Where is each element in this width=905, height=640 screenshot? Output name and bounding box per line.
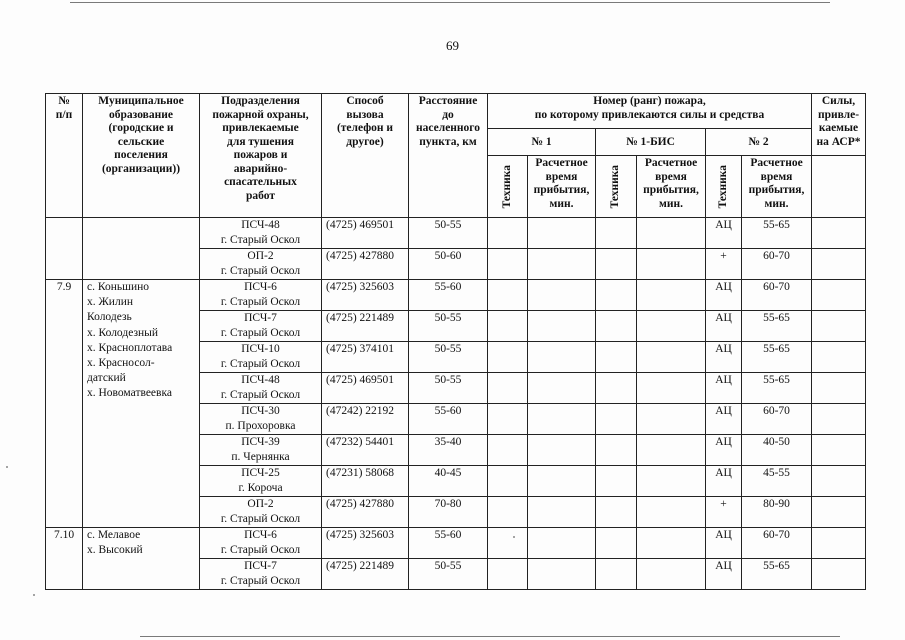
unit-location: г. Старый Оскол [220,234,301,246]
unit-cell [200,528,322,559]
row-number: 7.10 [46,528,83,590]
unit-name: ПСЧ-6 [244,529,277,541]
municipality-line: с. Коньшино [87,281,150,293]
unit-cell [200,249,322,280]
rank1-equipment-cell [488,404,528,435]
phone-cell: (4725) 325603 [322,280,409,311]
rank1-equipment-cell [488,466,528,497]
rank1bis-time-cell [637,280,706,311]
header-equipment-1: Техника [488,156,528,218]
rank2-time-cell: 60-70 [742,404,812,435]
rank1bis-equipment-cell [596,466,637,497]
unit-location: г. Старый Оскол [220,575,301,587]
municipality-cell [83,528,200,590]
fire-response-table [45,93,866,590]
municipality-cell [83,218,200,280]
rank1-time-cell [528,311,596,342]
rank1bis-equipment-cell [596,311,637,342]
asr-cell [812,218,866,249]
municipality-line: х. Жилин [87,296,134,309]
header-row [46,94,866,129]
unit-location: г. Старый Оскол [220,296,301,308]
rank2-time-cell: 55-65 [742,373,812,404]
municipality-line: х. Красноплотава [87,341,173,354]
asr-cell [812,404,866,435]
unit-cell [200,218,322,249]
rank1-equipment-cell [488,435,528,466]
phone-cell: (4725) 427880 [322,497,409,528]
municipality-line: Колодезь [87,311,132,324]
page-number: 69 [446,38,459,53]
rank1-time-cell [528,435,596,466]
header-municipality: Муниципальное образование (городские и сельские поселения (организации)) [83,94,200,218]
distance-cell: 50-55 [409,342,488,373]
asr-cell [812,373,866,404]
rank1-time-cell [528,280,596,311]
rank2-equipment-cell: АЦ [706,280,742,311]
header-arrival-1bis: Расчетное время прибытия, мин. [637,156,706,218]
unit-location: г. Старый Оскол [220,358,301,370]
rank2-time-cell: 40-50 [742,435,812,466]
rank1-time-cell [528,559,596,590]
unit-cell [200,497,322,528]
rank1-equipment-cell [488,497,528,528]
rank1-time-cell [528,528,596,559]
rank2-time-cell: 55-65 [742,342,812,373]
unit-cell [200,435,322,466]
header-rank: Номер (ранг) пожара, по которому привлекаются силы и средства [488,94,812,129]
rank1-time-cell [528,404,596,435]
asr-cell [812,311,866,342]
asr-cell [812,559,866,590]
unit-name: ПСЧ-48 [241,374,280,386]
distance-cell: 55-60 [409,528,488,559]
rank2-equipment-cell: + [706,249,742,280]
rank2-time-cell: 55-65 [742,218,812,249]
rank1-time-cell [528,342,596,373]
asr-cell [812,435,866,466]
unit-name: ОП-2 [247,498,274,510]
rank1bis-equipment-cell [596,218,637,249]
unit-cell [200,280,322,311]
header-equipment-1bis: Техника [596,156,637,218]
rank2-equipment-cell: АЦ [706,342,742,373]
phone-cell: (4725) 325603 [322,528,409,559]
rank2-equipment-cell: АЦ [706,528,742,559]
distance-cell: 40-45 [409,466,488,497]
table-row [46,528,866,559]
distance-cell: 50-60 [409,249,488,280]
unit-location: п. Прохоровка [225,420,296,432]
header-units: Подразделения пожарной охраны, привлекаемые для тушения пожаров и аварийно- спасательных работ [200,94,322,218]
rank1bis-equipment-cell [596,249,637,280]
phone-cell: (4725) 469501 [322,218,409,249]
municipality-line: х. Новоматвеевка [87,387,172,400]
unit-location: г. Старый Оскол [220,544,301,556]
rank2-time-cell: 60-70 [742,249,812,280]
rank2-equipment-cell: АЦ [706,559,742,590]
rank2-equipment-cell: АЦ [706,404,742,435]
rank2-time-cell: 55-65 [742,559,812,590]
phone-cell: (4725) 374101 [322,342,409,373]
phone-cell: (4725) 221489 [322,311,409,342]
distance-cell: 35-40 [409,435,488,466]
municipality-line: х. Высокий [87,544,143,557]
rank1bis-equipment-cell [596,342,637,373]
rank1bis-time-cell [637,435,706,466]
rank1bis-equipment-cell [596,528,637,559]
header-arrival-2: Расчетное время прибытия, мин. [742,156,812,218]
header-asr: Силы, привле- каемые на АСР* [812,94,866,156]
rank2-equipment-cell: АЦ [706,466,742,497]
rank1-time-cell [528,373,596,404]
asr-cell [812,497,866,528]
distance-cell: 70-80 [409,497,488,528]
scan-speck [33,594,35,596]
rank1bis-time-cell [637,218,706,249]
rank1-equipment-cell [488,218,528,249]
phone-cell: (47242) 22192 [322,404,409,435]
rank1bis-time-cell [637,249,706,280]
header-rank-2: № 2 [706,129,812,156]
rank1bis-time-cell [637,466,706,497]
rank1-equipment-cell [488,373,528,404]
rank2-time-cell: 45-55 [742,466,812,497]
rank1bis-equipment-cell [596,435,637,466]
row-number: 7.9 [46,280,83,528]
unit-name: ПСЧ-10 [241,343,280,355]
header-arrival-1: Расчетное время прибытия, мин. [528,156,596,218]
scan-speck [6,466,8,468]
municipality-line: с. Мелавое [87,529,141,541]
phone-cell: (47232) 54401 [322,435,409,466]
rank1-equipment-cell [488,249,528,280]
header-distance: Расстояние до населенного пункта, км [409,94,488,218]
unit-cell [200,404,322,435]
rank1-time-cell [528,218,596,249]
rank1-equipment-cell [488,559,528,590]
distance-cell: 50-55 [409,311,488,342]
asr-cell [812,280,866,311]
municipality-line: х. Красносол- [87,357,155,370]
rank1bis-time-cell [637,342,706,373]
unit-cell [200,342,322,373]
unit-name: ПСЧ-48 [241,219,280,231]
rank2-equipment-cell: АЦ [706,311,742,342]
rank1bis-time-cell [637,528,706,559]
unit-location: г. Короча [238,482,283,494]
phone-cell: (4725) 469501 [322,373,409,404]
rank1bis-equipment-cell [596,373,637,404]
distance-cell: 55-60 [409,404,488,435]
municipality-cell [83,280,200,528]
phone-cell: (4725) 427880 [322,249,409,280]
asr-cell [812,249,866,280]
unit-location: г. Старый Оскол [220,389,301,401]
unit-name: ПСЧ-25 [241,467,280,479]
rank2-time-cell: 60-70 [742,528,812,559]
rank1bis-time-cell [637,404,706,435]
header-asr-empty [812,156,866,218]
unit-name: ПСЧ-30 [241,405,280,417]
scan-edge-bottom [140,636,840,637]
rank1bis-equipment-cell [596,497,637,528]
rank2-time-cell: 55-65 [742,311,812,342]
unit-name: ПСЧ-39 [241,436,280,448]
table-row [46,218,866,249]
rank2-time-cell: 60-70 [742,280,812,311]
header-rank-1bis: № 1-БИС [596,129,706,156]
unit-cell [200,559,322,590]
header-equipment-2: Техника [706,156,742,218]
unit-location: п. Чернянка [231,451,290,463]
header-call-method: Способ вызова (телефон и другое) [322,94,409,218]
rank1bis-equipment-cell [596,404,637,435]
phone-cell: (47231) 58068 [322,466,409,497]
rank1-equipment-cell [488,280,528,311]
unit-name: ОП-2 [247,250,274,262]
distance-cell: 55-60 [409,280,488,311]
rank1-equipment-cell [488,528,528,559]
unit-name: ПСЧ-6 [244,281,277,293]
rank2-time-cell: 80-90 [742,497,812,528]
rank2-equipment-cell: + [706,497,742,528]
unit-name: ПСЧ-7 [244,312,277,324]
unit-cell [200,466,322,497]
asr-cell [812,466,866,497]
scan-edge-top [70,2,830,3]
distance-cell: 50-55 [409,218,488,249]
asr-cell [812,342,866,373]
rank1-time-cell [528,249,596,280]
rank2-equipment-cell: АЦ [706,218,742,249]
unit-name: ПСЧ-7 [244,560,277,572]
rank1bis-time-cell [637,373,706,404]
header-rank-1: № 1 [488,129,596,156]
rank1bis-time-cell [637,559,706,590]
row-number [46,218,83,280]
rank1-equipment-cell [488,342,528,373]
rank1-time-cell [528,497,596,528]
asr-cell [812,528,866,559]
table-body [46,94,866,590]
rank1bis-time-cell [637,497,706,528]
unit-cell [200,311,322,342]
distance-cell: 50-55 [409,373,488,404]
municipality-line: х. Колодезный [87,326,159,339]
phone-cell: (4725) 221489 [322,559,409,590]
rank2-equipment-cell: АЦ [706,373,742,404]
rank1-time-cell [528,466,596,497]
rank1-equipment-cell [488,311,528,342]
rank1bis-equipment-cell [596,559,637,590]
municipality-line: датский [87,372,126,385]
distance-cell: 50-55 [409,559,488,590]
rank2-equipment-cell: АЦ [706,435,742,466]
table-row [46,280,866,311]
rank1bis-equipment-cell [596,280,637,311]
unit-cell [200,373,322,404]
header-num: № п/п [46,94,83,218]
unit-location: г. Старый Оскол [220,265,301,277]
rank1bis-time-cell [637,311,706,342]
unit-location: г. Старый Оскол [220,327,301,339]
unit-location: г. Старый Оскол [220,513,301,525]
